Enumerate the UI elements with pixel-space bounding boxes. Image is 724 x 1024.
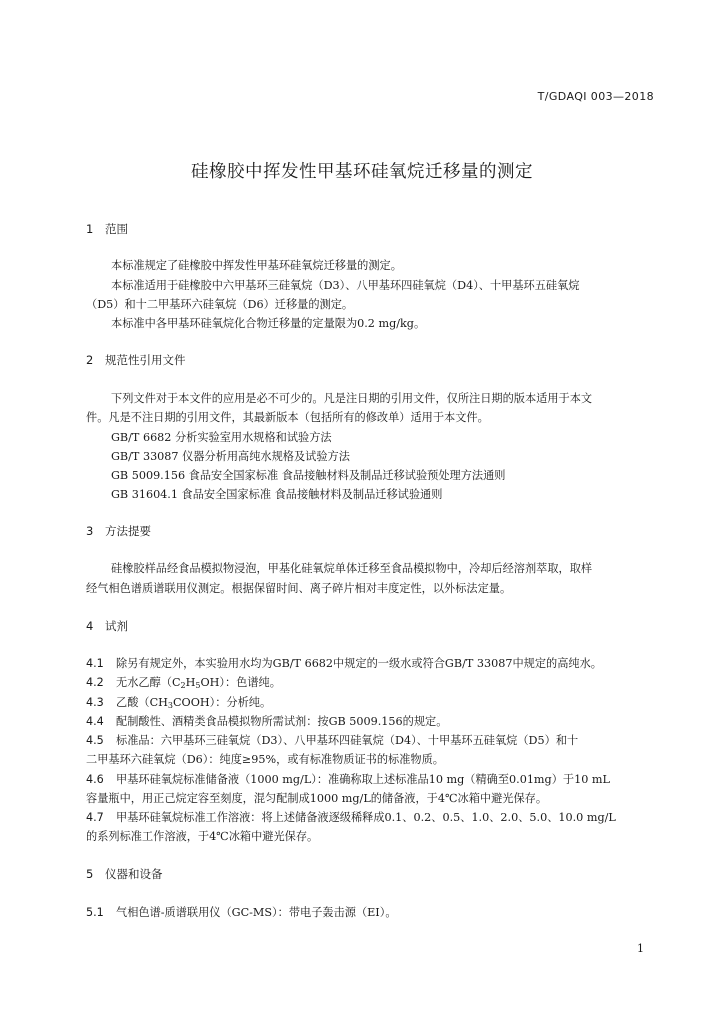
clause-4-4 [86,712,659,731]
paragraph: 本标准适用于硅橡胶中六甲基环三硅氧烷（D3）、八甲基环四硅氧烷（D4）、十甲基环五硅氧烷 [111,279,580,292]
paragraph: 本标准规定了硅橡胶中挥发性甲基环硅氧烷迁移量的测定。 [111,259,402,272]
clause-4-7-continued: 的系列标准工作溶液，于4℃冰箱中避光保存。 [86,830,319,843]
document-title: 硅橡胶中挥发性甲基环硅氧烷迁移量的测定 [191,162,533,182]
paragraph: 下列文件对于本文件的应用是必不可少的。凡是注日期的引用文件，仅所注日期的版本适用于本文 [111,392,593,405]
section-3-heading [86,523,151,539]
clause-number: 4.7 [86,811,104,824]
clause-text: 甲基环硅氧烷标准储备液（1000 mg/L）：准确称取上述标准品10 mg（精确至0.01mg）于10 mL [116,773,610,786]
clause-text: 无水乙醇$(C_2H_5OH)$：色谱纯。 [116,676,281,690]
section-title: 试剂 [105,619,128,633]
section-title: 仪器和设备 [105,867,163,881]
clause-4-7 [86,808,659,827]
section-title: 方法提要 [105,524,151,538]
clause-text: 配制酸性、酒精类食品模拟物所需试剂：按GB 5009.156的规定。 [116,715,448,728]
clause-4-6 [86,770,659,789]
reference-item: GB 31604.1 食品安全国家标准 食品接触材料及制品迁移试验通则 [111,488,443,501]
section-number: 2 [86,353,94,367]
reference-item: GB/T 6682 分析实验室用水规格和试验方法 [111,431,332,444]
clause-4-5 [86,731,659,750]
clause-number: 4.1 [86,657,104,670]
section-number: 5 [86,867,94,881]
clause-text: 气相色谱-质谱联用仪（GC-MS）：带电子轰击源（EI）。 [116,906,397,919]
clause-text: 标准品：六甲基环三硅氧烷（D3）、八甲基环四硅氧烷（D4）、十甲基环五硅氧烷（D5）和十 [116,734,579,747]
clause-number: 4.5 [86,734,104,747]
clause-4-2 [86,673,659,695]
paragraph: 经气相色谱质谱联用仪测定。根据保留时间、离子碎片相对丰度定性，以外标法定量。 [86,582,512,595]
clause-number: 4.3 [86,696,104,709]
clause-5-1 [86,903,659,922]
clause-text: 除另有规定外，本实验用水均为GB/T 6682中规定的一级水或符合GB/T 33087中规定的高纯水。 [116,657,602,670]
clause-text: 甲基环硅氧烷标准工作溶液：将上述储备液逐级稀释成0.1、0.2、0.5、1.0、2.0、5.0、10.0 mg/L [116,811,616,824]
clause-4-1 [86,654,659,673]
section-number: 1 [86,222,94,236]
clause-number: 4.6 [86,773,104,786]
reference-item: GB 5009.156 食品安全国家标准 食品接触材料及制品迁移试验预处理方法通则 [111,469,506,482]
standard-code: T/GDAQI 003—2018 [537,90,654,103]
section-2-heading [86,352,186,368]
section-number: 3 [86,524,94,538]
page-number: 1 [637,942,644,955]
reference-item: GB/T 33087 仪器分析用高纯水规格及试验方法 [111,450,350,463]
section-1-heading [86,221,128,237]
section-title: 规范性引用文件 [105,353,186,367]
clause-text: 乙酸$(CH_3COOH)$：分析纯。 [116,696,272,710]
paragraph: 本标准中各甲基环硅氧烷化合物迁移量的定量限为0.2 mg/kg。 [111,317,426,330]
clause-number: 4.2 [86,676,104,689]
section-title: 范围 [105,222,128,236]
clause-4-6-continued: 容量瓶中，用正己烷定容至刻度，混匀配制成1000 mg/L的储备液，于4℃冰箱中避光保存。 [86,792,548,805]
clause-number: 4.4 [86,715,104,728]
paragraph: （D5）和十二甲基环六硅氧烷（D6）迁移量的测定。 [86,298,354,311]
clause-4-5-continued: 二甲基环六硅氧烷（D6）：纯度≥95%，或有标准物质证书的标准物质。 [86,753,444,766]
paragraph: 件。凡是不注日期的引用文件，其最新版本（包括所有的修改单）适用于本文件。 [86,411,489,424]
paragraph: 硅橡胶样品经食品模拟物浸泡，甲基化硅氧烷单体迁移至食品模拟物中，冷却后经溶剂萃取，取样 [111,562,593,575]
clause-number: 5.1 [86,906,104,919]
section-number: 4 [86,619,94,633]
section-5-heading [86,866,163,882]
section-4-heading [86,618,128,634]
